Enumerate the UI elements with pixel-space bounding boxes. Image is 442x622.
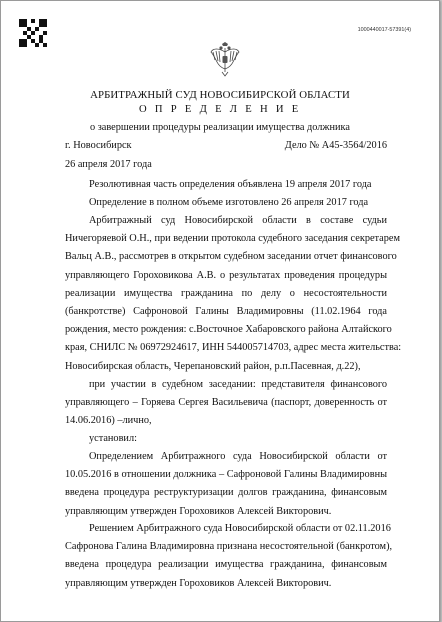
text-line: управляющим утвержден Гороховиков Алексей Викторович. <box>65 577 332 589</box>
text-line: (банкротстве) Сафроновой Галины Владимировны (11.02.1964 года <box>65 306 387 318</box>
paragraph-restructuring <box>65 448 387 521</box>
paragraph-panel <box>65 212 402 376</box>
city: г. Новосибирск <box>65 140 132 151</box>
full-text-line: Определение в полном объеме изготовлено 26 апреля 2017 года <box>89 197 369 209</box>
text-line: края, СНИЛС № 06972924617, ИНН 544005714703, адрес места жительства: <box>65 342 402 354</box>
text-line: реализации имущества гражданина по делу о несостоятельности <box>65 287 387 299</box>
document-subject: о завершении процедуры реализации имущества должника <box>90 122 350 133</box>
paragraph-participants <box>65 376 387 431</box>
text-line: управляющим утвержден Гороховиков Алексей Викторович. <box>65 505 332 517</box>
text-line: Ничегоряевой О.Н., при ведении протокола судебного заседания секретарем <box>65 233 400 245</box>
text-line: Решением Арбитражного суда Новосибирской области от 02.11.2016 <box>89 523 391 534</box>
document-type-heading: О П Р Е Д Е Л Е Н И Е <box>138 104 302 115</box>
text-line: введена процедура реструктуризации долгов гражданина, финансовым <box>65 487 387 499</box>
established-block <box>65 430 387 448</box>
paragraph-decision <box>65 520 393 593</box>
text-line: управляющего – Горяева Сергея Васильевича (паспорт, доверенность от <box>65 397 387 409</box>
coat-of-arms-emblem <box>209 42 241 78</box>
text-line: Новосибирская область, Черепановский район, р.п.Пасевная, д.22), <box>65 360 361 372</box>
document-date: 26 апреля 2017 года <box>65 159 152 170</box>
text-line: рождения, место рождения: с.Восточное Хабаровского района Алтайского <box>65 324 392 336</box>
court-name: АРБИТРАЖНЫЙ СУД НОВОСИБИРСКОЙ ОБЛАСТИ <box>90 89 350 101</box>
resolution-line: Резолютивная часть определения объявлена 19 апреля 2017 года <box>89 179 372 190</box>
established-heading: установил: <box>89 433 137 444</box>
text-line: управляющего Гороховикова А.В. о результатах проведения процедуры <box>65 269 387 281</box>
text-line: введена процедура реализации имущества гражданина, финансовым <box>65 559 387 571</box>
qr-code <box>19 19 47 47</box>
intro-block <box>65 176 387 212</box>
document-id: 1000440017-57391(4) <box>357 27 411 33</box>
text-line: Сафронова Галина Владимировна признана несостоятельной (банкротом), <box>65 541 393 553</box>
text-line: Вальц А.В., рассмотрев в открытом судебном заседании отчет финансового <box>65 251 397 263</box>
text-line: 10.05.2016 в отношении должника – Сафроновой Галины Владимировны <box>65 469 387 481</box>
case-number: Дело № А45-3564/2016 <box>284 140 387 151</box>
text-line: при участии в судебном заседании: представителя финансового <box>89 379 387 390</box>
text-line: Определением Арбитражного суда Новосибирской области от <box>89 451 387 462</box>
text-line: 14.06.2016) –лично, <box>65 415 152 427</box>
text-line: Арбитражный суд Новосибирской области в составе судьи <box>89 215 387 226</box>
